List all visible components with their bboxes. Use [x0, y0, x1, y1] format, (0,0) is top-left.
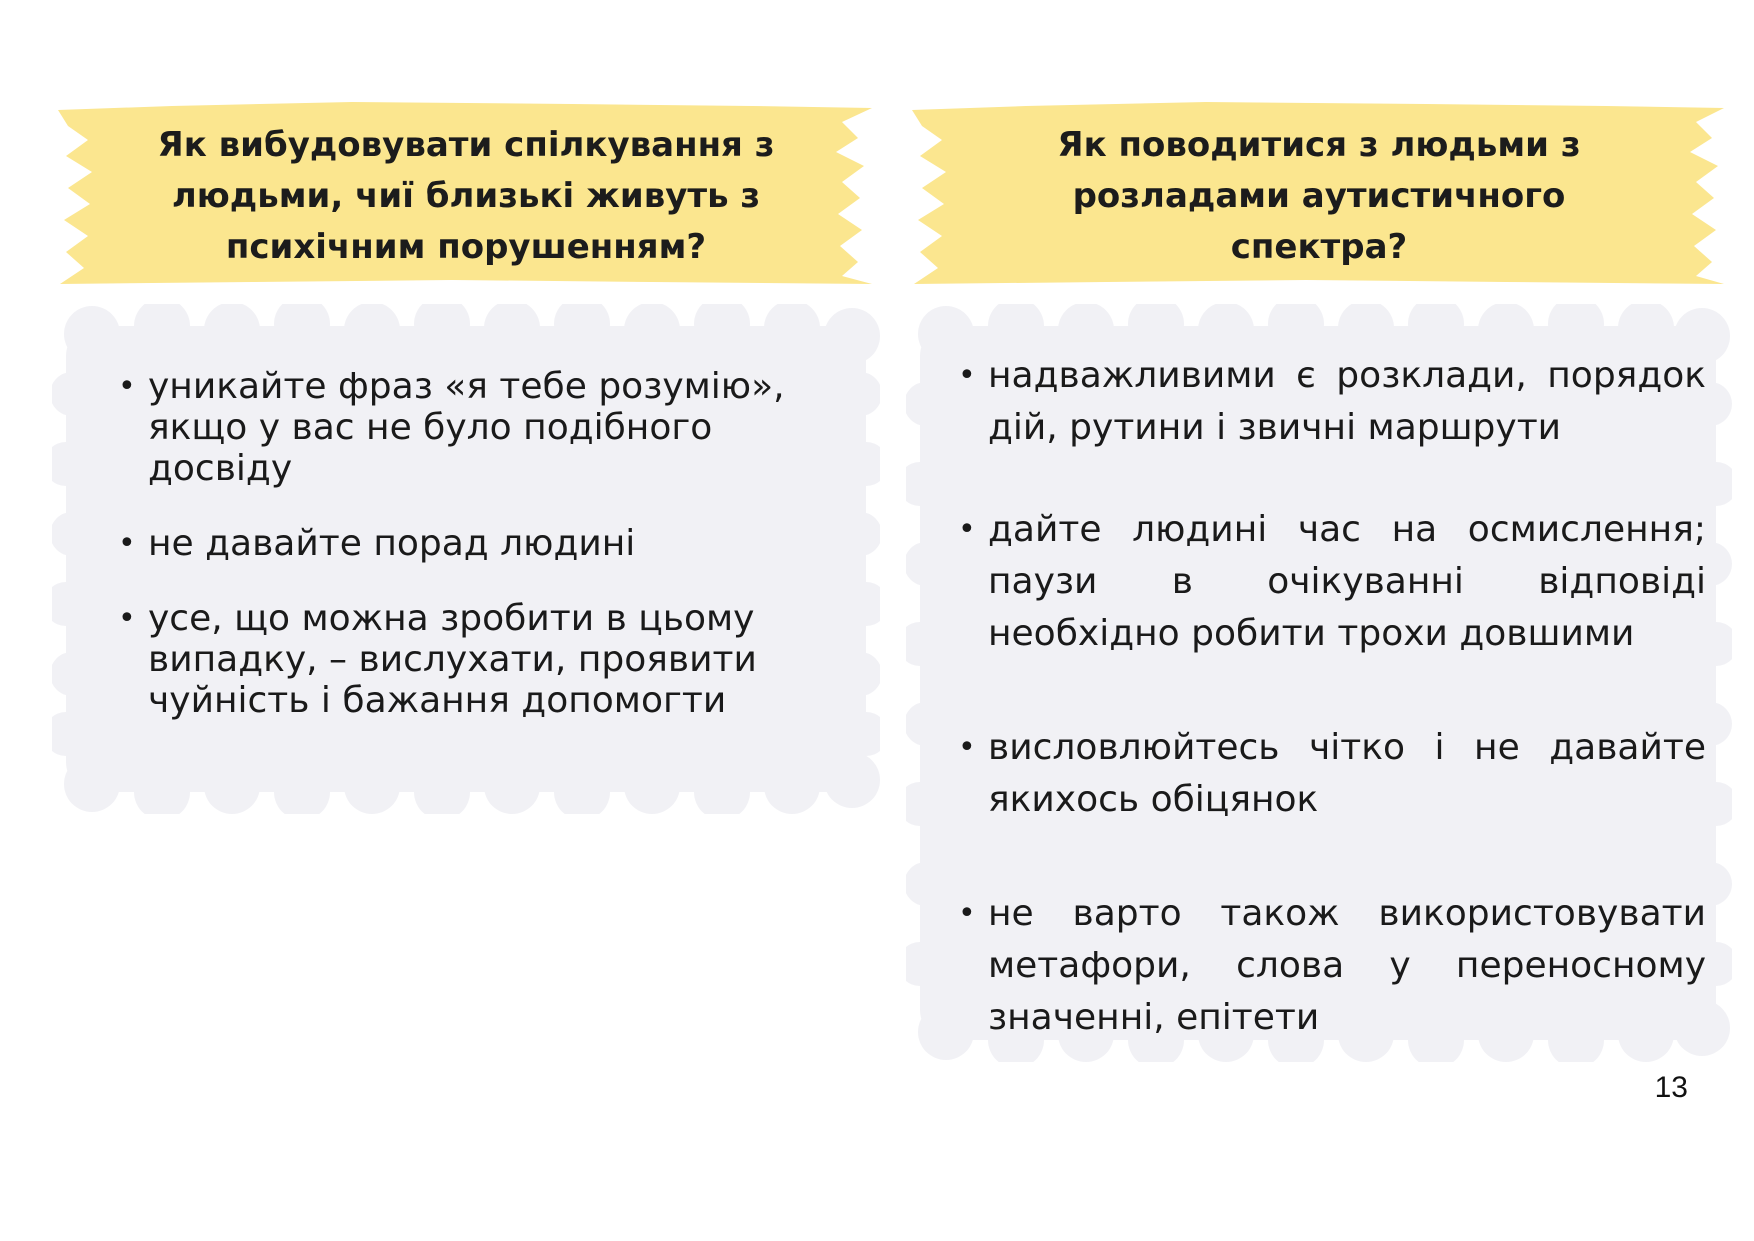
page-number: 13 — [1654, 1071, 1688, 1104]
list-item: • висловлюйтесь чітко і не давайте якихось обіцянок — [958, 722, 1706, 826]
left-card-panel — [52, 304, 880, 814]
right-card-title: Як поводитися з людьми з розладами аутистичного спектра? — [1057, 124, 1581, 267]
list-item: • не варто також використовувати метафори, слова у переносному значенні, епітети — [958, 888, 1706, 1044]
left-card-title: Як вибудовувати спілкування з людьми, чиї близькі живуть з психічним порушенням? — [157, 124, 775, 267]
list-item: • уникайте фраз «я тебе розумію», якщо у вас не було подібного досвіду — [118, 366, 820, 489]
right-card-list — [958, 350, 1706, 1094]
right-card-banner — [906, 100, 1732, 286]
right-card-panel — [906, 304, 1732, 1062]
left-card-list — [118, 366, 820, 755]
list-item: • дайте людині час на осмислення; паузи в очікуванні відповіді необхідно робити трохи довшими — [958, 504, 1706, 660]
list-item: • усе, що можна зробити в цьому випадку, – вислухати, проявити чуйність і бажання допомогти — [118, 598, 820, 721]
list-item: • не давайте порад людині — [118, 523, 820, 564]
list-item: • надважливими є розклади, порядок дій, рутини і звичні маршрути — [958, 350, 1706, 454]
left-card-banner — [52, 100, 880, 286]
